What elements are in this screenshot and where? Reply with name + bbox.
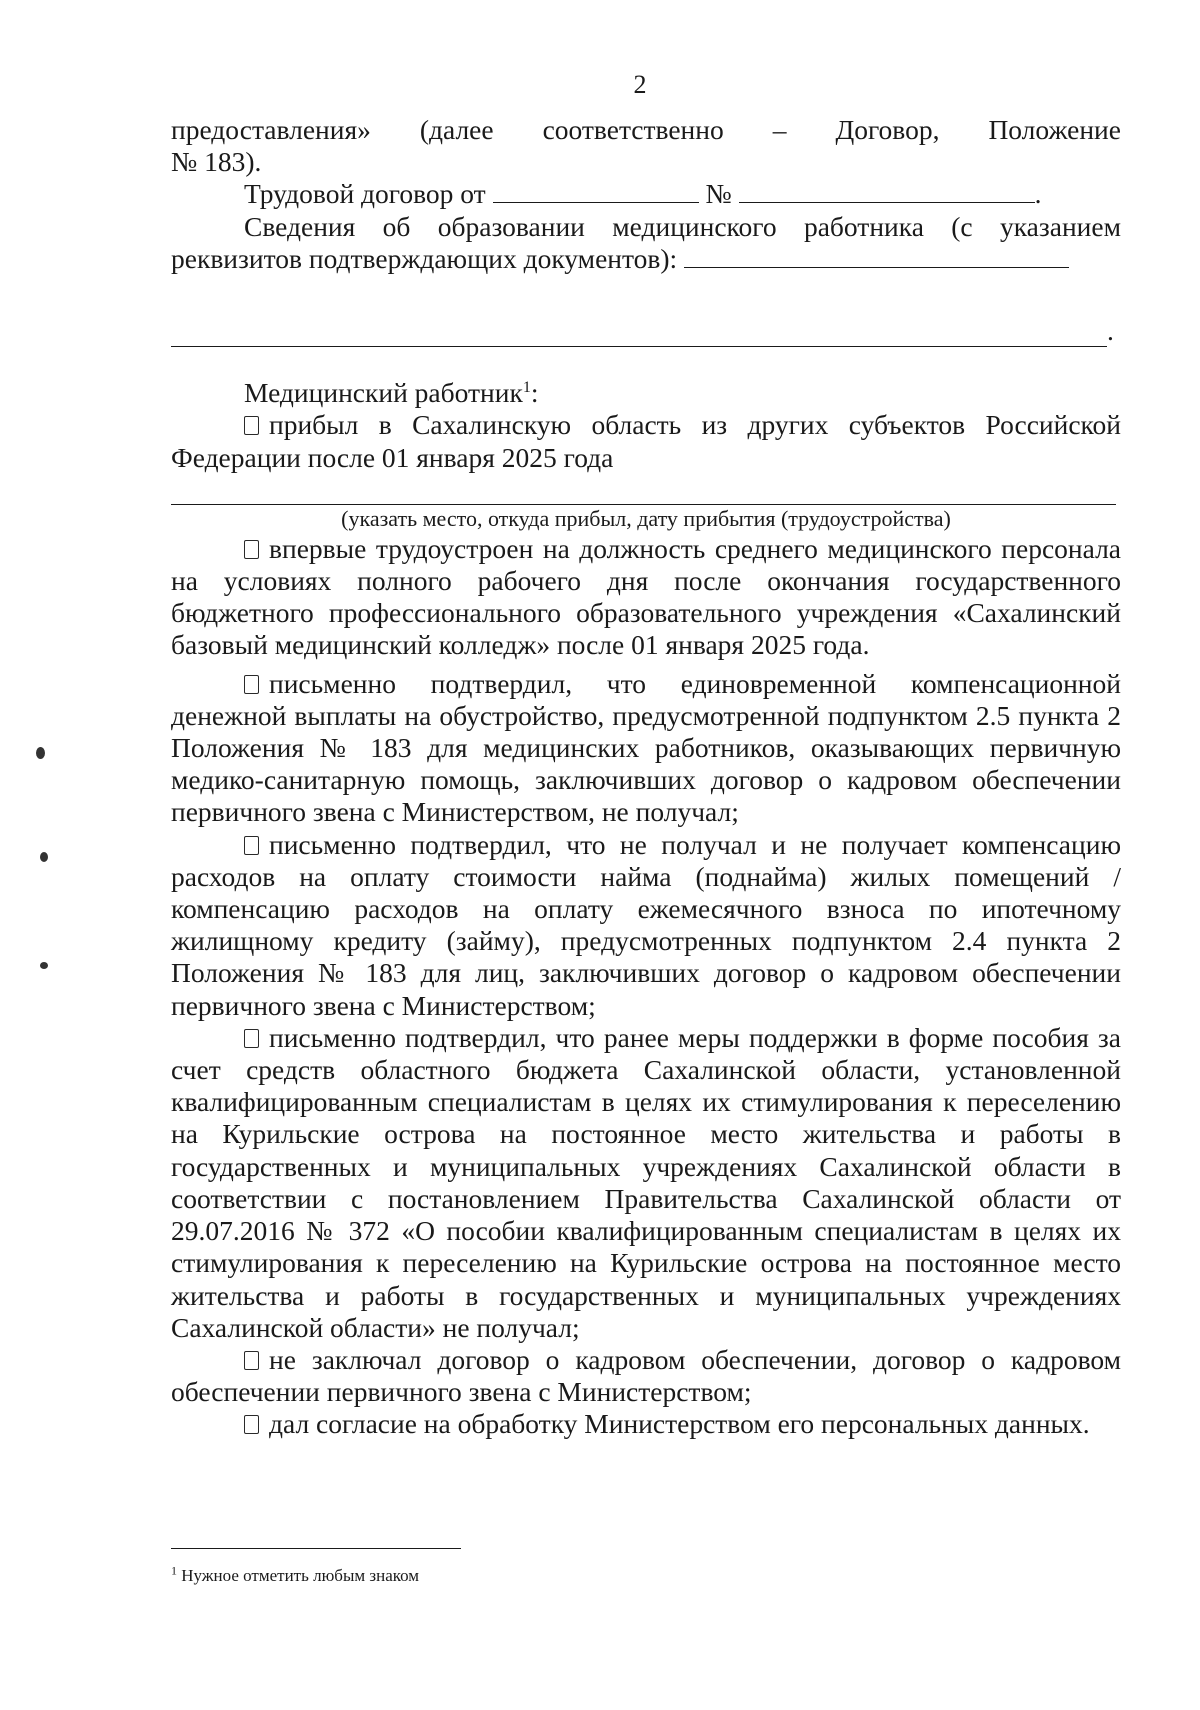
contract-line-end: . [1034,178,1042,210]
checkbox-item [171,668,1121,829]
checkbox[interactable] [244,1029,259,1048]
employment-contract-label: Трудовой договор от [244,178,486,210]
checkbox-item-text: впервые трудоустроен на должность среднего медицинского персонала на условиях полного рабочего дня после окончания государственного бюджетного профессионального образовательного учреждения «Сахалинский базовый медицинский колледж» после 01 января 2025 года. [171,532,1121,661]
education-blank-2[interactable] [171,322,1107,347]
checkbox[interactable] [244,1351,259,1370]
word: – [772,114,787,145]
checkbox-item [171,1408,1121,1440]
word: соответственно [542,114,724,145]
document-body [171,114,1121,1441]
checkbox[interactable] [244,540,259,559]
footnote [171,1565,419,1587]
contract-number-blank[interactable] [739,178,1035,203]
checkbox-item-text: не заключал договор о кадровом обеспечении, договор о кадровом обеспечении первичного звена с Министерством; [171,1343,1121,1408]
checkbox-item [171,829,1121,1022]
arrival-place-caption: (указать место, откуда прибыл, дату прибытия (трудоустройства) [341,505,951,531]
checkbox-item-text: письменно подтвердил, что ранее меры поддержки в форме пособия за счет средств областного бюджета Сахалинской области, установленной квалифицированным специалистам в целях их стимулирования к переселению на Курильские острова на постоянное место жительства и работы в государственных и муниципальных учреждениях Сахалинской области в соответствии с постановлением Правительства Сахалинской области от 29.07.2016 № 372 «О пособии квалифицированным специалистам в целях их стимулирования к переселению на Курильские острова на постоянное место жительства и работы в государственных и муниципальных учреждениях Сахалинской области» не получал; [171,1021,1121,1343]
continuation-second-line: № 183). [171,146,262,178]
checkbox[interactable] [244,416,259,435]
footnote-text: Нужное отметить любым знаком [181,1566,420,1585]
worker-heading [171,377,1121,409]
education-text: Сведения об образовании медицинского работника (с указанием реквизитов подтверждающих документов): [171,210,1121,274]
continuation-paragraph [171,114,1121,178]
checkbox-item [171,533,1121,662]
education-paragraph [171,211,1121,275]
word: (далее [419,114,494,145]
scan-speck [36,747,45,759]
checkbox-item-text: прибыл в Сахалинскую область из других субъектов Российской Федерации после 01 января 2025 года [171,409,1121,473]
scan-speck [40,962,48,969]
checkbox-item-text: письменно подтвердил, что единовременной компенсационной денежной выплаты на обустройство, предусмотренной подпунктом 2.5 пункта 2 Положения № 183 для медицинских работников, оказывающих первичную медико-санитарную помощь, заключивших договор о кадровом обеспечении первичного звена с Министерством, не получал; [171,667,1121,828]
checkbox[interactable] [244,1415,259,1434]
contract-date-blank[interactable] [493,178,699,203]
page-number: 2 [633,70,647,99]
checkbox-item-text: дал согласие на обработку Министерством его персональных данных. [269,1408,1090,1440]
checkbox-item-arrived [171,409,1121,473]
checkbox-item-text: письменно подтвердил, что не получал и не получает компенсацию расходов на оплату стоимости найма (поднайма) жилых помещений / компенсацию расходов на оплату ежемесячного взноса по ипотечному жилищному кредиту (займу), предусмотренных подпунктом 2.4 пункта 2 Положения № 183 для лиц, заключивших договор о кадровом обеспечении первичного звена с Министерством; [171,828,1121,1021]
education-end: . [1107,315,1114,347]
word: Положение [988,114,1121,145]
checkbox[interactable] [244,675,259,694]
continuation-first-line [171,114,1121,146]
worker-heading-text: Медицинский работник [244,377,523,409]
education-blank-1[interactable] [684,243,1069,268]
checkbox-item [171,1022,1121,1344]
scan-speck [40,852,48,862]
word: Договор, [835,114,940,145]
footnote-separator [171,1548,461,1549]
checkbox-item [171,1344,1121,1408]
contract-number-sign: № [705,178,732,210]
education-blank-line-2 [171,315,1121,347]
footnote-reference: 1 [522,379,531,397]
worker-heading-colon: : [530,377,539,409]
footnote-mark: 1 [171,1563,177,1578]
checkbox[interactable] [244,836,259,855]
word: предоставления» [171,114,371,145]
employment-contract-line [171,178,1121,210]
